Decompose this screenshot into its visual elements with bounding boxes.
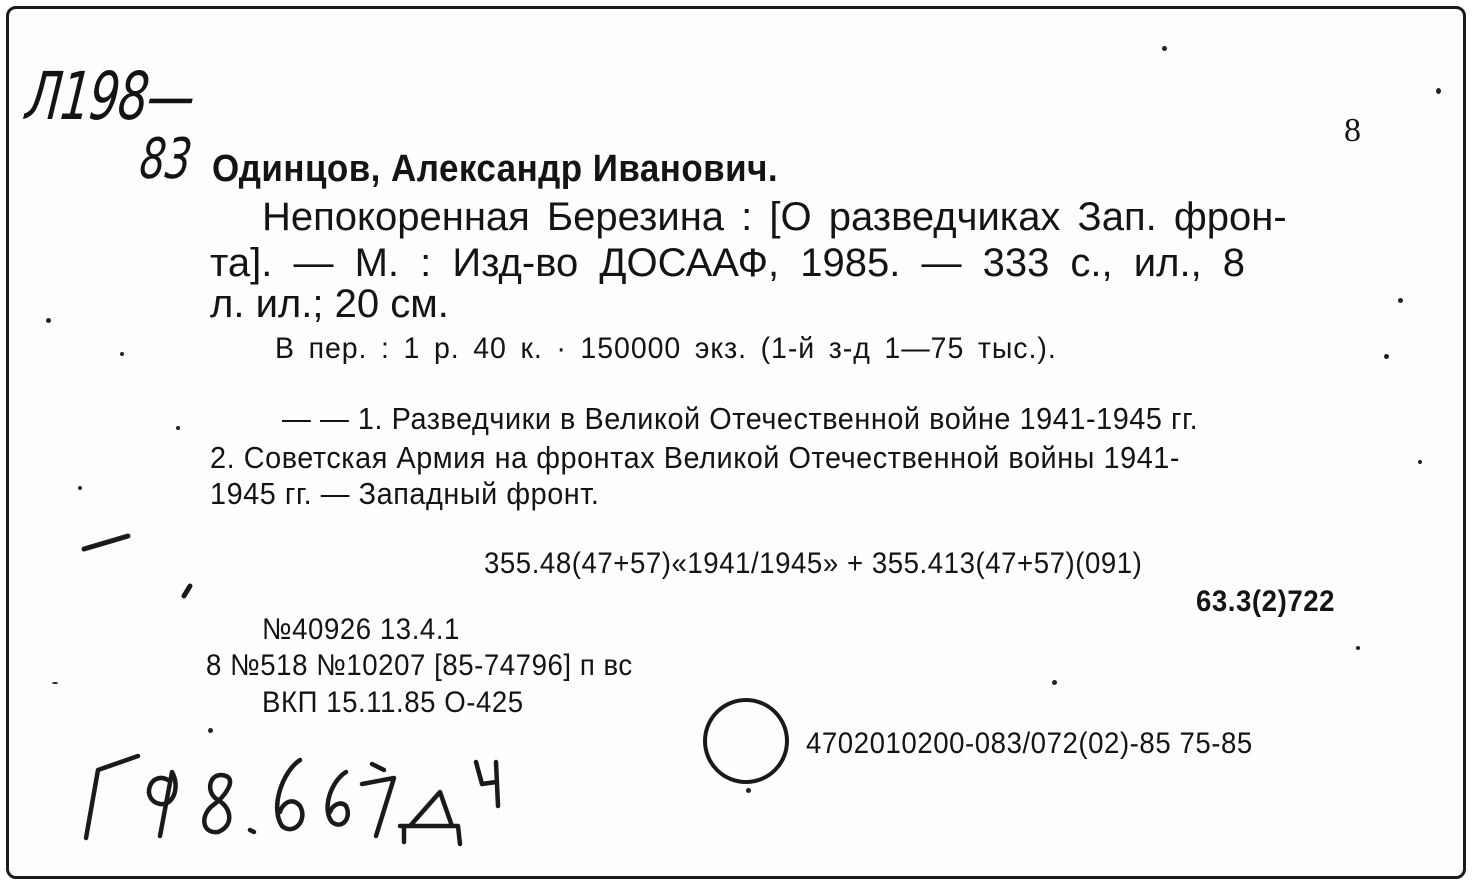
publisher-code-line: 4702010200-083/072(02)-85 75-85 bbox=[806, 727, 1253, 760]
price-print-run-line: В пер. : 1 р. 40 к. · 150000 экз. (1-й з-д 1—75 тыс.). bbox=[275, 332, 1057, 365]
record-number-line: ВКП 15.11.85 О-425 bbox=[262, 686, 524, 719]
record-number-line: №40926 13.4.1 bbox=[262, 613, 460, 646]
author-heading: Одинцов, Александр Иванович. bbox=[212, 148, 779, 190]
subject-heading-line: 2. Советская Армия на фронтах Великой Отечественной войны 1941- bbox=[210, 440, 1181, 475]
dust-speck bbox=[78, 486, 82, 490]
dust-speck bbox=[746, 788, 751, 793]
subject-heading-line: 1945 гг. — Западный фронт. bbox=[210, 476, 600, 511]
dust-speck bbox=[176, 426, 180, 430]
bbk-classification: 63.3(2)722 bbox=[1196, 585, 1336, 618]
title-line: та]. — М. : Изд-во ДОСААФ, 1985. — 333 с., ил., 8 bbox=[210, 241, 1246, 285]
dust-speck bbox=[208, 728, 213, 733]
dust-speck bbox=[46, 318, 51, 323]
handwritten-shelf-mark: Л198— bbox=[22, 58, 198, 135]
title-line: Непокоренная Березина : [О разведчиках Зап. фрон- bbox=[262, 195, 1287, 239]
dust-speck bbox=[120, 352, 124, 356]
dust-speck bbox=[1436, 88, 1441, 94]
handwritten-shelf-mark-year: 83 bbox=[136, 127, 195, 192]
dust-speck bbox=[1356, 646, 1360, 650]
subject-heading-line: — — 1. Разведчики в Великой Отечественной войне 1941-1945 гг. bbox=[282, 401, 1199, 436]
udc-classification: 355.48(47+57)«1941/1945» + 355.413(47+57)(091) bbox=[484, 547, 1143, 580]
dust-speck bbox=[1398, 298, 1403, 303]
dust-speck bbox=[1418, 460, 1422, 464]
title-line: л. ил.; 20 см. bbox=[210, 282, 449, 326]
dust-speck bbox=[1052, 680, 1057, 685]
dust-speck bbox=[1384, 354, 1389, 359]
card-number: 8 bbox=[1344, 112, 1361, 149]
dust-speck bbox=[52, 682, 58, 684]
dust-speck bbox=[1162, 46, 1167, 51]
record-number-line: 8 №518 №10207 [85-74796] п вс bbox=[206, 649, 633, 682]
